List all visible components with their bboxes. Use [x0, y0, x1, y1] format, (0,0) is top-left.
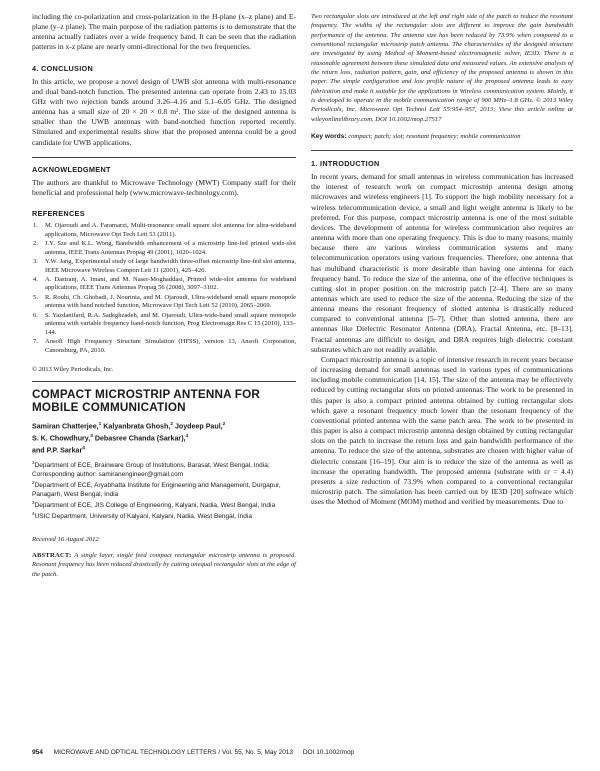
footer-doi: DOI 10.1002/mop — [302, 749, 355, 756]
affiliation-marker: 1 — [32, 460, 35, 466]
affiliation-marker: 4 — [32, 511, 35, 517]
author-line — [32, 420, 296, 432]
article-title: COMPACT MICROSTRIP ANTENNA FOR MOBILE COMMUNICATION — [32, 387, 261, 414]
reference-item — [32, 338, 296, 355]
copyright-notice: © 2013 Wiley Periodicals, Inc. — [32, 365, 114, 373]
introduction-heading: 1. INTRODUCTION — [311, 159, 380, 169]
paragraph: In recent years, demand for small antennas in wireless communication has increased the interest of research work on compact microstrip antenna design among microwaves and wireless engineers [1]. To support the high mobility necessary for a wireless telecommunication device, a small and light weight antenna is likely to be preferred. For this purpose, compact microstrip antenna is one of the most suitable devices. The development of antenna for wireless communication also requires an antenna with more than one operating frequency. This is due to many reasons, mainly because there are various wireless communication systems and many telecommunication operators using various frequencies. Therefore, one antenna that has multiband characteristic is more desirable than having one antenna for each frequency band. To reduce the size of the antenna, one of the effective techniques is cutting slot in proper position on the microstrip patch [2–4]. There are so many antennas which are used to reduce the size of the antenna. Reducing the size of the antenna means the resonant frequency of slotted antenna is drastically reduced compared to conventional antenna [5–7]. Other than slotted antenna, there are antennas like Dielectric Resonator Antenna (DRA), Fractal Antenna, etc. [8–13]. Fractal antennas are difficult to design, and DRA requires high dielectric constant substrates which are not readily available. — [311, 172, 573, 354]
keywords-label: Key words: — [311, 133, 347, 141]
reference-number: 1. — [33, 222, 38, 230]
reference-item — [32, 312, 296, 338]
affiliation-marker: 4 — [82, 446, 85, 452]
conclusion-section — [32, 77, 296, 148]
keywords — [311, 132, 573, 141]
reference-list — [32, 222, 296, 356]
author-name: Kalyanbrata Ghosh, — [101, 422, 171, 431]
affiliation-marker: 3 — [90, 434, 93, 440]
references-heading: REFERENCES — [32, 209, 85, 219]
author-name: Samiran Chatterjee, — [32, 422, 99, 431]
affiliation-item — [32, 479, 296, 499]
reference-text: Ansoft High Frequency Structure Simulation (HFSS), version 13, Ansoft Corporation, Canonsburg, PA, 2010. — [45, 338, 296, 354]
affiliation-text: Department of ECE, Brainware Group of Institutions, Barasat, West Bengal, India; Corresponding author: samiranengineer@gmail.com — [32, 462, 270, 478]
affiliation-marker: 1 — [98, 421, 102, 427]
author-name: and P.P. Sarkar — [32, 446, 83, 455]
paragraph: including the co-polarization and cross-polarization in the H-plane (x–z plane) and E-plane (y–z plane). The main purpose of the radiation patterns is to demonstrate that the antenna actually radiates over a wide frequency band. It can be seen that the radiation patterns in x-z plane are nearly omni-directional for the two frequencies. — [32, 12, 296, 52]
section-divider — [311, 150, 573, 151]
left-column — [32, 12, 296, 579]
conclusion-heading: 4. CONCLUSION — [32, 63, 94, 73]
reference-item — [32, 222, 296, 239]
radiation-pattern-paragraph — [32, 12, 296, 53]
section-divider — [32, 157, 296, 158]
author-name: Debasree Chanda (Sarkar), — [92, 434, 186, 443]
acknowledgment-heading: ACKNOWLEDGMENT — [32, 164, 111, 174]
abstract-label: ABSTRACT: — [32, 551, 72, 559]
affiliation-list — [32, 459, 296, 522]
reference-number: 6. — [33, 311, 38, 319]
reference-item — [32, 276, 296, 293]
page-footer — [32, 749, 573, 756]
page-number: 954 — [32, 749, 43, 756]
author-list — [32, 420, 296, 456]
article-divider — [32, 381, 296, 382]
reference-number: 2. — [33, 239, 38, 247]
author-line — [32, 432, 296, 444]
abstract-text: A single layer, single feed compact rectangular microstrip antenna is proposed. Resonant frequency has been reduced drastically by cutting unequal rectangular slots at the edge of the patch. — [32, 551, 297, 578]
right-column — [311, 12, 573, 507]
affiliation-marker: 4 — [185, 434, 189, 440]
reference-text: M. Ojaroudi and A. Faramarzi, Multi-resonance small square slot antenna for ultra-wideband applications, Microwave Opt Tech Lett 53 (2011). — [45, 222, 296, 238]
author-line — [32, 444, 296, 456]
reference-item — [32, 294, 296, 311]
journal-citation: MICROWAVE AND OPTICAL TECHNOLOGY LETTERS / Vol. 55, No. 5, May 2013 — [53, 749, 294, 756]
acknowledgment-section — [32, 178, 296, 198]
reference-number: 3. — [33, 257, 38, 265]
abstract-continuation: Two rectangular slots are introduced at the left and right side of the patch to reduce the resonant frequency. The widths of the rectangular slots are different to improve the gain bandwidth performance of the antenna. The antenna size has been reduced by 73.9% when compared to a conventional rectangular microstrip patch antenna. The characteristics of the designed structure are investigated by using Method of Moment-based electromagnetic solver, IE3D. There is a reasonable agreement between these simulated data and measured values. An extensive analysis of the return loss, radiation pattern, gain, and efficiency of the proposed antenna is shown in this paper. The simple configuration and low profile nature of the proposed antenna leads to easy fabrication and make it suitable for the applications in Wireless communication system. Mainly, it is developed to operate in the mobile communication range of 900 MHz–1.8 GHz. © 2013 Wiley Periodicals, Inc. Microwave Opt Technol Lett 55:954–957, 2013; View this article online at wileyonlinelibrary.com. DOI 10.1002/mop.27517 — [311, 13, 573, 123]
affiliation-text: Department of ECE, JIS College of Engineering, Kalyani, Nadia, West Bengal, India — [34, 502, 276, 510]
reference-text: R. Rouhi, Ch. Ghobadi, J. Nourinia, and M. Ojaroudi, Ultra-wideband small square monopole antenna with band notched function, Microwave Opt Tech Lett 52 (2010), 2065–2069. — [45, 293, 296, 310]
received-date: Received 16 August 2012 — [32, 535, 99, 543]
affiliation-marker: 2 — [32, 480, 35, 486]
reference-text: Y.W. Jang, Experimental study of large bandwidth three-offset microstrip line-fed slot antenna, IEEE Microwave Wireless Compon Lett 11 (2001), 425–426. — [45, 257, 296, 274]
affiliation-marker: 3 — [32, 499, 35, 505]
paragraph: In this article, we propose a novel design of UWB slot antenna with multi-resonance and dual band-notch function. The presented antenna can operate from 2.43 to 15.03 GHz with two rejection bands around 3.26–4.16 and 5.1–6.05 GHz. The designed antenna has a small size of 20 × 20 × 0.8 m². The size of the designed antenna is smaller than the UWB antennas with band-notched function reported recently. Simulated and experimental results show that the proposed antenna could be a good candidate for UWB applications. — [32, 76, 296, 147]
paragraph: The authors are thankful to Microwave Technology (MWT) Company staff for their beneficial and professional help (www.microwave-technology.com). — [32, 177, 296, 197]
affiliation-marker: 2 — [222, 421, 226, 427]
abstract-start — [32, 551, 296, 579]
introduction-section — [311, 172, 573, 507]
affiliation-marker: 2 — [170, 421, 173, 427]
affiliation-text: Department of ECE, Aryabhatta Institute for Engineering and Management, Durgapur, Panagarh, West Bengal, India — [32, 482, 281, 498]
reference-text: J.Y. Sze and K.L. Wong, Bandwidth enhancement of a microstrip line-fed printed wide-slot antenna, IEEE Trans Antennas Propag 49 (2001), 1020–1024. — [45, 239, 296, 256]
reference-number: 5. — [33, 293, 38, 301]
keywords-text: compact; patch; slot; resonant frequency; mobile communication — [348, 133, 521, 141]
affiliation-item — [32, 459, 296, 479]
reference-number: 4. — [33, 275, 38, 283]
affiliation-item — [32, 499, 296, 511]
affiliation-text: USIC Department, University of Kalyani, Kalyani, Nadia, West Bengal, India — [34, 513, 252, 521]
author-name: S. K. Chowdhury, — [32, 434, 91, 443]
reference-item — [32, 258, 296, 275]
reference-item — [32, 240, 296, 257]
paragraph: Compact microstrip antenna is a topic of intensive research in recent years because of increasing demand for small antennas used in various types of communications including mobile communication [14, 15]. The size of the antenna may be effectively reduced by cutting rectangular slots on printed antennas. The work to be presented in this paper is also a compact printed antenna obtained by cutting rectangular slots which gave a resonant frequency much lower than the resonant frequency of the conventional printed antenna with the same patch area. The work to be presented in this paper is also a compact microstrip antenna design obtained by cutting rectangular slots on the patch to increase the return loss and gain bandwidth performance of the antenna. To reduce the size of the antenna, substrates are chosen with higher value of dielectric constant [16–19]. Our aim is to reduce the size of the antenna as well as increase the operating bandwidth. The proposed antenna (substrate with εr = 4.4) presents a size reduction of 73.9% when compared to a conventional rectangular microstrip patch. The simulation has been carried out by IE3D [20] software which uses the Method of Moment (MOM) method and verified by measurements. Due to — [311, 354, 573, 507]
reference-number: 7. — [33, 338, 38, 346]
author-name: Joydeep Paul, — [172, 422, 223, 431]
reference-text: S. Yazdanifard, R.A. Sadeghzadeh, and M. Ojaroudi, Ultra-wide-band small square monopole antenna with variable frequency band-notch function, Prog Electromagn Res C 15 (2010), 133–144. — [45, 311, 296, 336]
reference-text: A. Dastranj, A. Imani, and M. Naser-Moghaddasi, Printed wide-slot antenna for wideband applications, IEEE Trans Antennas Propag 56 (2008), 3097–3102. — [45, 275, 296, 292]
affiliation-item — [32, 510, 296, 522]
